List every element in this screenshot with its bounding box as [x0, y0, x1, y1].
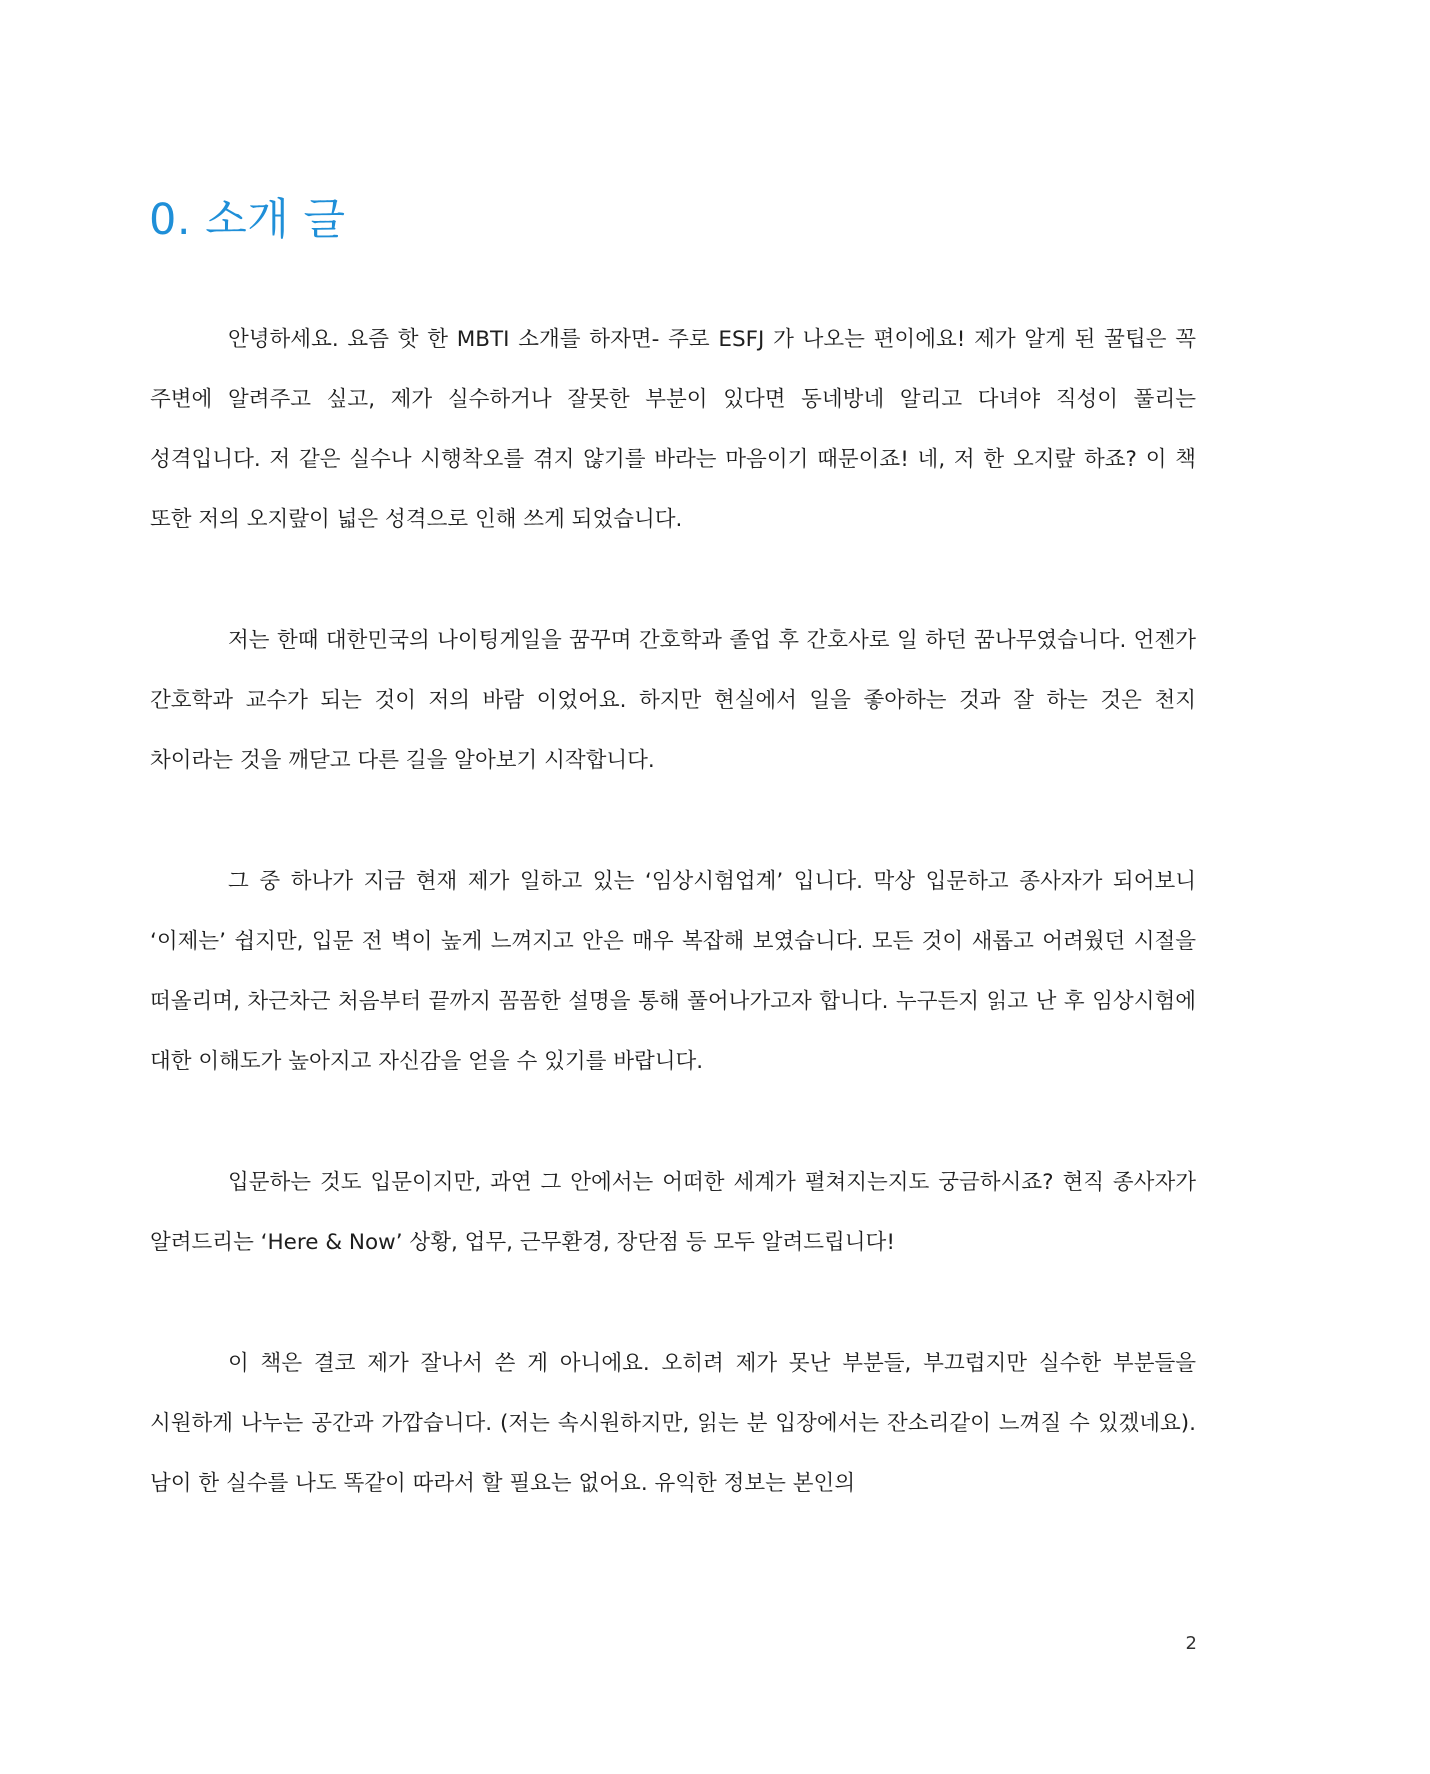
page-number: 2: [1185, 1633, 1197, 1654]
body-paragraph-here-and-now: 입문하는 것도 입문이지만, 과연 그 안에서는 어떠한 세계가 펼쳐지는지도 궁금하시죠? 현직 종사자가 알려드리는 ‘Here & Now’ 상황, 업무, 근무환경, 장단점 등 모두 알려드립니다!: [150, 1170, 1196, 1255]
body-paragraph-intro: 안녕하세요. 요즘 핫 한 MBTI 소개를 하자면- 주로 ESFJ 가 나오는 편이에요! 제가 알게 된 꿀팁은 꼭 주변에 알려주고 싶고, 제가 실수하거나 잘못한 부분이 있다면 동네방네 알리고 다녀야 직성이 풀리는 성격입니다. 저 같은 실수나 시행착오를 겪지 않기를 바라는 마음이기 때문이죠! 네, 저 한 오지랖 하죠? 이 책 또한 저의 오지랖이 넓은 성격으로 인해 쓰게 되었습니다.: [150, 327, 1196, 532]
body-paragraph-purpose: 이 책은 결코 제가 잘나서 쓴 게 아니에요. 오히려 제가 못난 부분들, 부끄럽지만 실수한 부분들을 시원하게 나누는 공간과 가깝습니다. (저는 속시원하지만, 읽는 분 입장에서는 잔소리같이 느껴질 수 있겠네요). 남이 한 실수를 나도 똑같이 따라서 할 필요는 없어요. 유익한 정보는 본인의: [150, 1351, 1196, 1496]
body-paragraph-industry: 그 중 하나가 지금 현재 제가 일하고 있는 ‘임상시험업계’ 입니다. 막상 입문하고 종사자가 되어보니 ‘이제는’ 쉽지만, 입문 전 벽이 높게 느껴지고 안은 매우 복잡해 보였습니다. 모든 것이 새롭고 어려웠던 시절을 떠올리며, 차근차근 처음부터 끝까지 꼼꼼한 설명을 통해 풀어나가고자 합니다. 누구든지 읽고 난 후 임상시험에 대한 이해도가 높아지고 자신감을 얻을 수 있기를 바랍니다.: [150, 869, 1196, 1074]
section-title: 0. 소개 글: [149, 195, 346, 245]
body-paragraph-background: 저는 한때 대한민국의 나이팅게일을 꿈꾸며 간호학과 졸업 후 간호사로 일 하던 꿈나무였습니다. 언젠가 간호학과 교수가 되는 것이 저의 바람 이었어요. 하지만 현실에서 일을 좋아하는 것과 잘 하는 것은 천지 차이라는 것을 깨닫고 다른 길을 알아보기 시작합니다.: [150, 628, 1196, 773]
